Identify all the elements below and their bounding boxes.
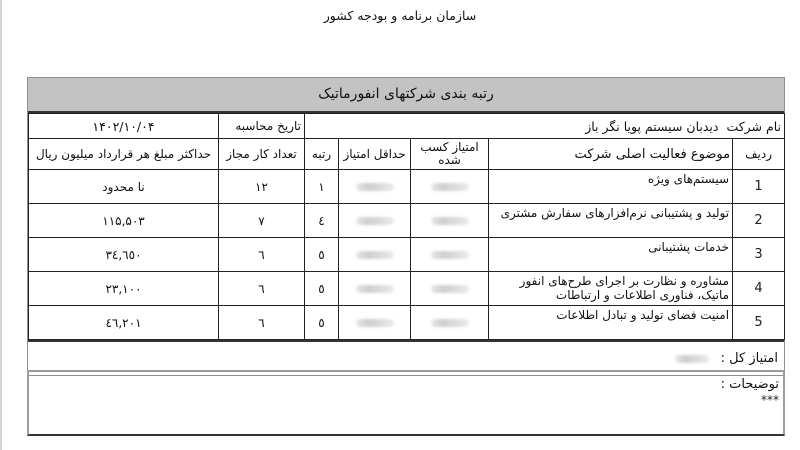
blurred-score bbox=[431, 285, 469, 293]
company-info-row bbox=[29, 114, 785, 139]
row-max-amount: ٤٦,٢٠١ bbox=[29, 306, 219, 340]
blurred-total-score bbox=[675, 355, 709, 363]
row-min-score bbox=[339, 306, 411, 340]
row-index: 3 bbox=[733, 238, 785, 272]
blurred-score bbox=[431, 217, 469, 225]
row-min-score bbox=[339, 170, 411, 204]
row-allowed-jobs: ٦ bbox=[219, 238, 305, 272]
row-score bbox=[411, 272, 489, 306]
company-name-cell bbox=[305, 114, 785, 139]
row-max-amount: ۱۱۵,۵۰۳ bbox=[29, 204, 219, 238]
row-rank: ٥ bbox=[305, 306, 339, 340]
blurred-min-score bbox=[356, 251, 394, 259]
blurred-min-score bbox=[356, 217, 394, 225]
ranking-table bbox=[28, 113, 785, 340]
blurred-min-score bbox=[356, 183, 394, 191]
table-row bbox=[29, 204, 785, 238]
row-activity: سیستم‌های ویژه bbox=[489, 170, 733, 204]
blurred-score bbox=[431, 319, 469, 327]
blurred-min-score bbox=[356, 319, 394, 327]
row-allowed-jobs: ۱۲ bbox=[219, 170, 305, 204]
row-activity: مشاوره و نظارت بر اجرای طرح‌های انفور ماتیک، فناوری اطلاعات و ارتباطات bbox=[489, 272, 733, 306]
row-index: 5 bbox=[733, 306, 785, 340]
table-row bbox=[29, 306, 785, 340]
table-row bbox=[29, 170, 785, 204]
row-min-score bbox=[339, 272, 411, 306]
notes-box bbox=[27, 370, 785, 436]
notes-label: توضیحات : bbox=[720, 377, 779, 392]
col-header-rank: رتبه bbox=[305, 139, 339, 170]
organization-title: سازمان برنامه و بودجه کشور bbox=[323, 8, 477, 23]
row-score bbox=[411, 306, 489, 340]
row-max-amount: ٢٣,١٠٠ bbox=[29, 272, 219, 306]
row-score bbox=[411, 238, 489, 272]
blurred-score bbox=[431, 251, 469, 259]
page-left-edge bbox=[0, 0, 2, 450]
row-min-score bbox=[339, 238, 411, 272]
col-header-allowed-jobs: تعداد کار مجاز bbox=[219, 139, 305, 170]
company-label: نام شرکت bbox=[726, 118, 782, 134]
company-name: دیدبان سیستم پویا نگر باز bbox=[585, 118, 719, 134]
total-score-label: امتیاز کل : bbox=[720, 351, 778, 366]
blurred-score bbox=[431, 183, 469, 191]
row-index: 2 bbox=[733, 204, 785, 238]
row-rank: ٥ bbox=[305, 238, 339, 272]
row-rank: ٥ bbox=[305, 272, 339, 306]
row-max-amount: ٣٤,٦٥٠ bbox=[29, 238, 219, 272]
row-rank: ۱ bbox=[305, 170, 339, 204]
col-header-max-amount: حداکثر مبلغ هر قرارداد میلیون ریال bbox=[29, 139, 219, 170]
row-index: 4 bbox=[733, 272, 785, 306]
table-row bbox=[29, 272, 785, 306]
calc-date-label: تاریخ محاسبه bbox=[219, 114, 305, 139]
calc-date-value: ۱۴۰۲/۱۰/۰۴ bbox=[29, 114, 219, 139]
row-max-amount: نا محدود bbox=[29, 170, 219, 204]
col-header-row-no: ردیف bbox=[733, 139, 785, 170]
report-title: رتبه بندی شرکتهای انفورماتیک bbox=[28, 78, 784, 113]
ranking-report bbox=[27, 77, 785, 376]
blurred-min-score bbox=[356, 285, 394, 293]
row-activity: تولید و پشتیبانی نرم‌افزارهای سفارش مشتری bbox=[489, 204, 733, 238]
row-score bbox=[411, 204, 489, 238]
notes-text: *** bbox=[761, 393, 779, 407]
row-score bbox=[411, 170, 489, 204]
row-activity: خدمات پشتیبانی bbox=[489, 238, 733, 272]
row-activity: امنیت فضای تولید و تبادل اطلاعات bbox=[489, 306, 733, 340]
row-min-score bbox=[339, 204, 411, 238]
row-allowed-jobs: ۷ bbox=[219, 204, 305, 238]
table-row bbox=[29, 238, 785, 272]
row-index: 1 bbox=[733, 170, 785, 204]
row-allowed-jobs: ٦ bbox=[219, 272, 305, 306]
col-header-activity: موضوع فعالیت اصلی شرکت bbox=[489, 139, 733, 170]
table-header-row bbox=[29, 139, 785, 170]
col-header-score: امتیاز کسب شده bbox=[411, 139, 489, 170]
col-header-min-score: حداقل امتیاز bbox=[339, 139, 411, 170]
row-allowed-jobs: ٦ bbox=[219, 306, 305, 340]
row-rank: ٤ bbox=[305, 204, 339, 238]
